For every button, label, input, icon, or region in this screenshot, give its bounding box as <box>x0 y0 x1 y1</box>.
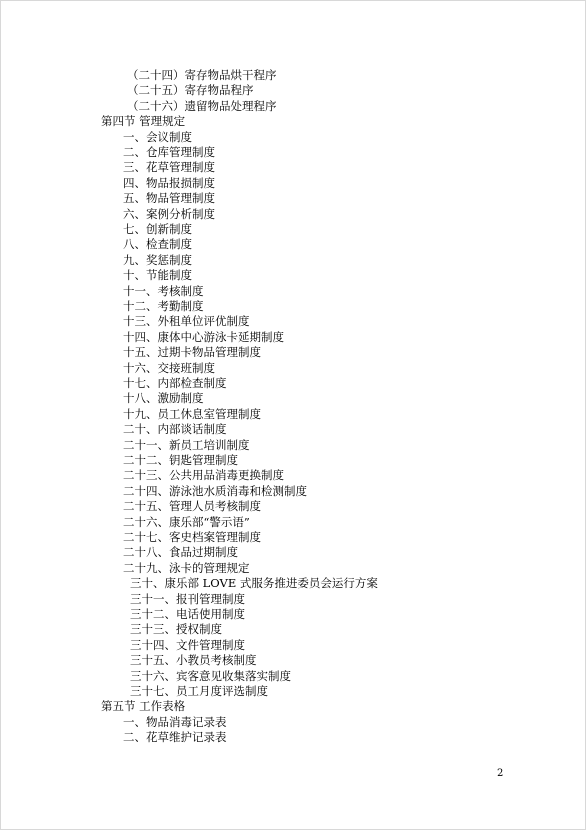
toc-entry: 二十五、管理人员考核制度 <box>123 499 261 514</box>
toc-entry: 三、花草管理制度 <box>123 160 215 175</box>
toc-entry: 八、检查制度 <box>123 237 192 252</box>
toc-entry: 十、节能制度 <box>123 268 192 283</box>
toc-entry: （二十五）寄存物品程序 <box>127 83 254 98</box>
toc-entry: 十六、交接班制度 <box>123 360 215 375</box>
toc-entry: 十五、过期卡物品管理制度 <box>123 345 261 360</box>
toc-entry: 三十、康乐部 LOVE 式服务推进委员会运行方案 <box>130 576 378 591</box>
toc-entry: 二十三、公共用品消毒更换制度 <box>123 468 284 483</box>
toc-entry: 十二、考勤制度 <box>123 299 204 313</box>
toc-entry: 二十七、客史档案管理制度 <box>123 530 261 544</box>
toc-entry: 二十一、新员工培训制度 <box>123 437 250 452</box>
toc-entry: 三十五、小教员考核制度 <box>130 653 257 668</box>
toc-entry: 二十八、食品过期制度 <box>123 545 238 560</box>
toc-entry: 一、会议制度 <box>123 129 192 144</box>
toc-entry: 二十六、康乐部“警示语” <box>123 514 250 529</box>
toc-entry: 六、案例分析制度 <box>123 206 215 221</box>
toc-entry: 七、创新制度 <box>123 222 192 236</box>
toc-entry: 二十九、泳卡的管理规定 <box>123 560 250 575</box>
toc-entry: 十九、员工休息室管理制度 <box>123 406 261 421</box>
toc-entry: 三十七、员工月度评选制度 <box>130 684 268 698</box>
toc-entry: 五、物品管理制度 <box>123 191 215 206</box>
toc-entry: 二十四、游泳池水质消毒和检测制度 <box>123 483 307 498</box>
toc-entry: 三十三、授权制度 <box>130 622 222 637</box>
toc-entry: 九、奖惩制度 <box>123 252 192 267</box>
toc-entry: 一、物品消毒记录表 <box>123 714 227 729</box>
toc-entry: 三十六、宾客意见收集落实制度 <box>130 668 291 683</box>
toc-entry: 三十一、报刊管理制度 <box>130 591 245 606</box>
toc-section-heading: 第四节 管理规定 <box>101 114 186 129</box>
toc-entry: 十七、内部检查制度 <box>123 376 227 390</box>
toc-entry: 二、花草维护记录表 <box>123 730 227 745</box>
toc-entry: 十一、考核制度 <box>123 283 204 298</box>
toc-entry: 二十、内部谈话制度 <box>123 422 227 437</box>
page-number: 2 <box>497 768 504 779</box>
toc-entry: 二、仓库管理制度 <box>123 145 215 159</box>
toc-entry: 十四、康体中心游泳卡延期制度 <box>123 329 284 344</box>
toc-entry: 三十四、文件管理制度 <box>130 637 245 652</box>
toc-entry: 三十二、电话使用制度 <box>130 607 245 621</box>
toc-section-heading: 第五节 工作表格 <box>101 699 186 714</box>
toc-entry: 四、物品报损制度 <box>123 175 215 190</box>
toc-entry: （二十六）遗留物品处理程序 <box>127 98 277 113</box>
toc-entry: 十八、激励制度 <box>123 391 204 406</box>
toc-entry: （二十四）寄存物品烘干程序 <box>127 68 277 82</box>
toc-entry: 二十二、钥匙管理制度 <box>123 453 238 467</box>
toc-entry: 十三、外租单位评优制度 <box>123 314 250 329</box>
